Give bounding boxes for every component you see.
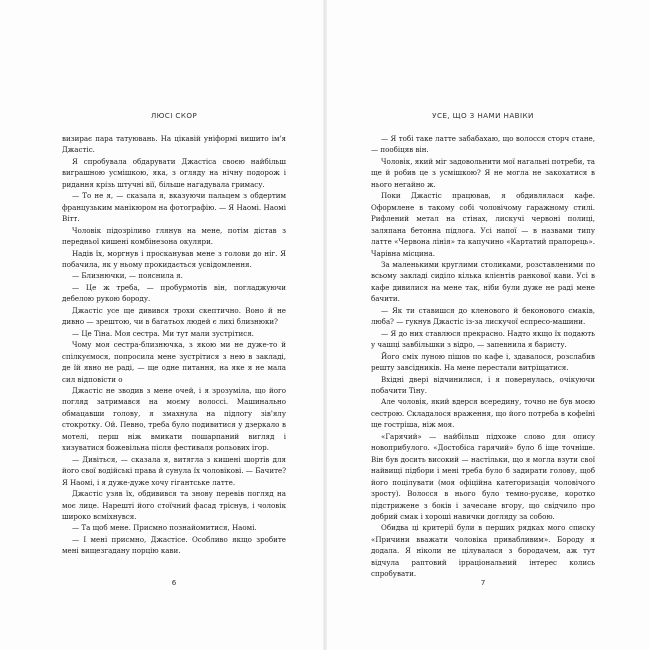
- paragraph: — Та щоб мене. Присмно познайомитися, Наомі.: [72, 523, 257, 533]
- paragraph: Обидва ці критерії були в перших рядках мого списку «Причини вважати чоловіка привабливим». Бороду я додала. Я ніколи не цілувалася з бородачем, аж тут відчула раптовий ірраціональний інтерес колись спробувати.: [371, 523, 595, 579]
- paragraph: — Це ж треба, — пробурмотів він, погладжуючи дебелою рукою бороду.: [62, 282, 286, 304]
- paragraph: Але чоловік, який вдерся всередину, точно не був моєю сестрою. Складалося враження, що його потреба в кофеїні ще гостріша, ніж моя.: [371, 397, 595, 430]
- paragraph: Чому моя сестра-близнючка, з якою ми не дуже-то й спілкуємося, попросила мене зустрітися з нею в закладі, де їй явно не раді, — ще одне питання, на яке я не мала сил відповісти о: [62, 340, 286, 384]
- paragraph: — Я до них ставлюся прекрасно. Надто якщо їх подають у чашці завбільшки з відро, — запевнила я баристу.: [371, 328, 595, 350]
- page-number-left: 6: [171, 578, 177, 587]
- running-head-title: УСЕ, ЩО З НАМИ НАВІКИ: [432, 111, 534, 120]
- paragraph: Джастіс узяв їх, обдивився та знову перевів погляд на моє лице. Нарешті його стоїчний фасад тріснув, і чоловік широко всміхнувся.: [62, 489, 286, 521]
- paragraph: — Це Тіна. Моя сестра. Ми тут мали зустрітися.: [72, 328, 254, 338]
- left-page-body: [62, 133, 286, 557]
- right-page-body: [371, 133, 595, 580]
- paragraph: — Дивіться, — сказала я, витягла з кишені шортів для його свої водійські права й сунула їх чоловікові. — Бачите? Я Наомі, і я дуже-дуже хочу гігантське латте.: [62, 454, 286, 487]
- paragraph: — Як ти ставишся до кленового й беконового смаків, люба? — гукнув Джастіс із-за лискучої еспресо-машини.: [371, 305, 595, 327]
- paragraph: Його сміх луною пішов по кафе і, здавалося, розслабив решту завсідників. На мене перестали витріщатися.: [371, 351, 595, 373]
- paragraph: Надів їх, моргнув і просканував мене з голови до ніг. Я побачила, як у ньому прокидається усвідомлення.: [62, 248, 286, 269]
- paragraph: Чоловік, який міг задовольнити мої нагальні потреби, та ще й робив це з усмішкою? Я не могла не закохатися в нього негайно ж.: [371, 156, 596, 189]
- paragraph: — Близнючки, — пояснила я.: [72, 271, 183, 281]
- paragraph: «Гарячий» — найбільш підхоже слово для опису новоприбулого. «Достобіса гарячий» було б іще точніше. Він був досить високий — настільки, що я могла взути свої найвищі підбори і мені треба було б задирати голову, щоб його поцілувати (моя офіційна категоризація чоловічого зросту). Волосся в нього було темно-русяве, коротко підстрижене з боків і зачесане вгору, що свідчило про добрий смак і хороші навички догляду за собою.: [371, 431, 595, 521]
- paragraph: Поки Джастіс працював, я обдивлялася кафе. Оформлене в такому собі чоловічому гаражному стилі. Рифлений метал на стінах, лискучі червоні полиці, заляпана бетонна підлога. Усі напої — в назвами типу латте «Червона лінія» та капучино «Картатий прапорець». Чарівна місцина.: [371, 191, 595, 258]
- paragraph: Вхідні двері відчинилися, і я повернулась, очікуючи побачити Тіну.: [371, 374, 595, 395]
- paragraph: Чоловік підозріливо глянув на мене, потім дістав з передньої кишені комбінезона окуляри.: [62, 225, 286, 247]
- paragraph: Джастіс не зводив з мене очей, і я зрозуміла, що його погляд затримався на моєму волоссі. Машинально обмацавши голову, я змахнула на підлогу зів'ялу стокротку. Ой. Певно, треба було подивитися у дзеркало в мотелі, перш ніж вмикати пошарпаний вигляд і хизуватися божевільна після фестиваля рольових ігор.: [62, 385, 286, 453]
- paragraph: — І мені присмно, Джастісе. Особливо якщо зробите мені вищезгадану порцію кави.: [62, 534, 286, 556]
- paragraph: — То не я, — сказала я, вказуючи пальцем з обдертим французьким манікюром на фотографію. — Я Наомі. Наомі Вітт.: [62, 191, 286, 224]
- paragraph: Я спробувала обдарувати Джастіса своєю найбільш виграшною усмішкою, яка, з огляду на нічну подорож і ридання крізь штучні вії, більше нагадувала гримасу.: [62, 156, 286, 189]
- paragraph: — Я тобі таке латте забабахаю, що волосся сторч стане, — пообіцяв він.: [371, 134, 595, 155]
- page-number-right: 7: [480, 578, 486, 587]
- running-head-author: ЛЮСІ СКОР: [150, 111, 198, 120]
- paragraph: Джастіс усе ще дивився трохи скептично. Воно й не дивно — зрештою, чи в багатьох людей є лихі близнюки?: [62, 305, 286, 327]
- paragraph: За маленькими круглими столиками, розставленими по всьому закладі сиділо кілька клієнтів ранкової кави. Усі в кафе дивилися на мене так, ніби були дуже не раді мене бачити.: [371, 259, 595, 304]
- paragraph: визирає пара татуювань. На цікавій уніформі вишито ім'я Джастіс.: [62, 134, 286, 155]
- right-page: [325, 0, 650, 650]
